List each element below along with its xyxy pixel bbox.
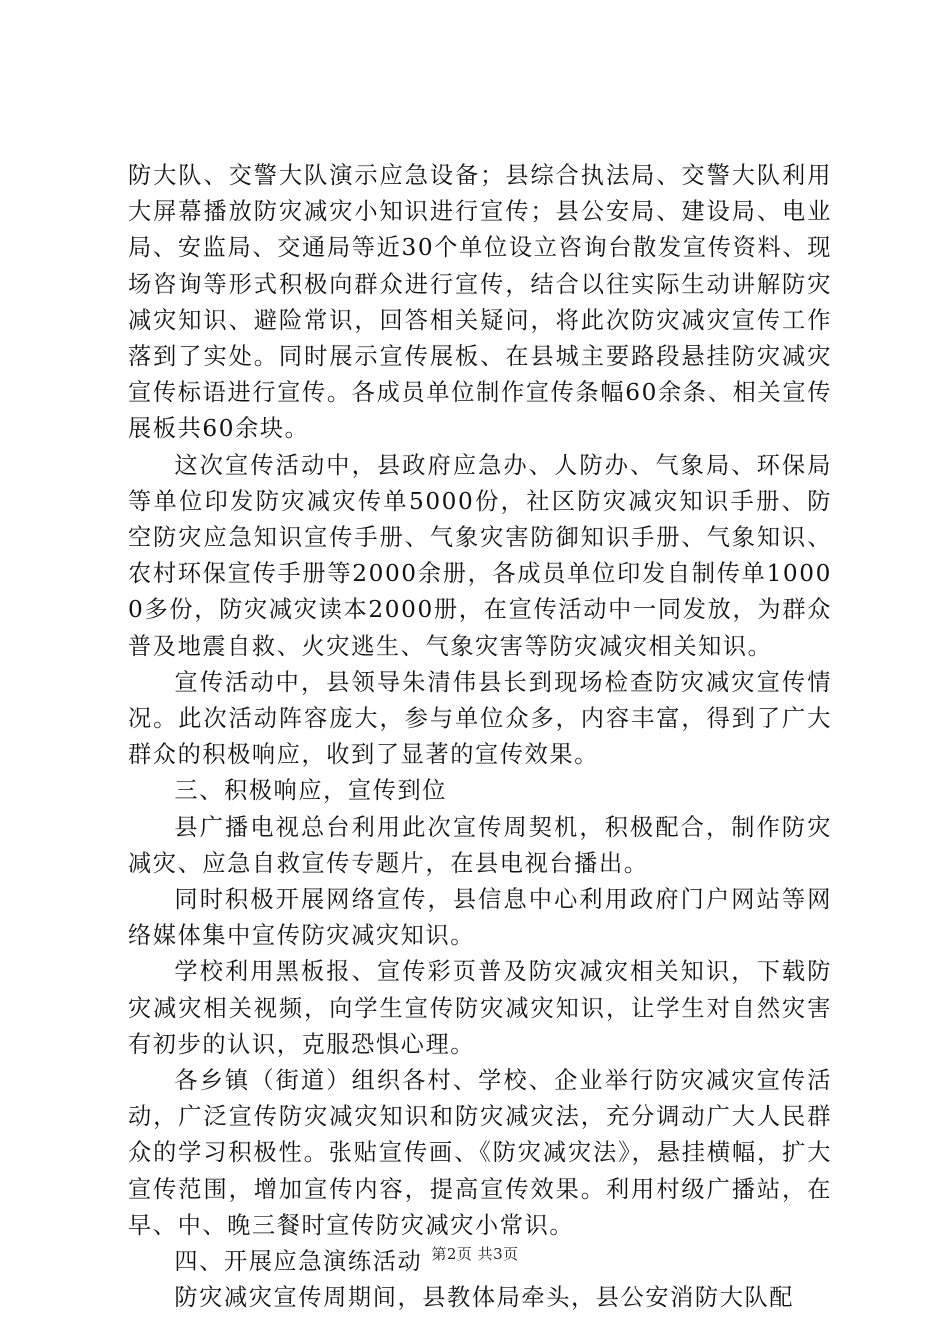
paragraph-5: 同时积极开展网络宣传，县信息中心利用政府门户网站等网络媒体集中宣传防灾减灾知识。 <box>128 886 832 950</box>
paragraph-2: 这次宣传活动中，县政府应急办、人防办、气象局、环保局等单位印发防灾减灾传单5000份，社区防灾减灾知识手册、防空防灾应急知识宣传手册、气象灾害防御知识手册、气象知识、农村环保宣传手册等2000余册，各成员单位印发自制传单10000多份，防灾减灾读本2000册，在宣传活动中一同发放，为群众普及地震自救、火灾逃生、气象灾害等防灾减灾相关知识。 <box>128 451 832 660</box>
page-number-footer: 第2页 共3页 <box>431 1245 519 1263</box>
paragraph-6: 学校利用黑板报、宣传彩页普及防灾减灾相关知识，下载防灾减灾相关视频，向学生宣传防灾减灾知识，让学生对自然灾害有初步的认识，克服恐惧心理。 <box>128 958 832 1058</box>
paragraph-8: 防灾减灾宣传周期间，县教体局牵头，县公安消防大队配 <box>174 1284 795 1312</box>
paragraph-1: 防大队、交警大队演示应急设备；县综合执法局、交警大队利用大屏幕播放防灾减灾小知识进行宣传；县公安局、建设局、电业局、安监局、交通局等近30个单位设立咨询台散发宣传资料、现场咨询等形式积极向群众进行宣传，结合以往实际生动讲解防灾减灾知识、避险常识，回答相关疑问，将此次防灾减灾宣传工作落到了实处。同时展示宣传展板、在县城主要路段悬挂防灾减灾宣传标语进行宣传。各成员单位制作宣传条幅60余条、相关宣传展板共60余块。 <box>128 162 832 443</box>
document-body <box>128 158 832 1317</box>
paragraph-7: 各乡镇（街道）组织各村、学校、企业举行防灾减灾宣传活动，广泛宣传防灾减灾知识和防灾减灾法，充分调动广大人民群众的学习积极性。张贴宣传画、《防灾减灾法》，悬挂横幅，扩大宣传范围，增加宣传内容，提高宣传效果。利用村级广播站，在早、中、晚三餐时宣传防灾减灾小常识。 <box>128 1067 832 1239</box>
section-heading-3: 三、积极响应，宣传到位 <box>174 777 448 805</box>
paragraph-3: 宣传活动中，县领导朱清伟县长到现场检查防灾减灾宣传情况。此次活动阵容庞大，参与单位众多，内容丰富，得到了广大群众的积极响应，收到了显著的宣传效果。 <box>128 668 832 769</box>
paragraph-4: 县广播电视总台利用此次宣传周契机，积极配合，制作防灾减灾、应急自救宣传专题片，在县电视台播出。 <box>128 813 832 877</box>
section-heading-4: 四、开展应急演练活动 <box>174 1248 423 1276</box>
